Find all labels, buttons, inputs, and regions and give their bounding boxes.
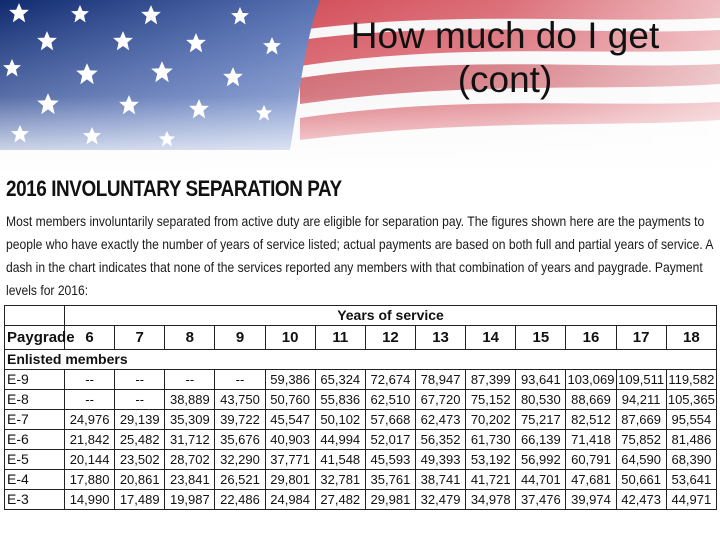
table-row xyxy=(5,490,717,510)
pay-value-cell: 95,554 xyxy=(666,410,716,430)
pay-value-cell: -- xyxy=(165,370,215,390)
pay-value-cell: 78,947 xyxy=(415,370,465,390)
pay-value-cell: 34,978 xyxy=(466,490,516,510)
pay-value-cell: 81,486 xyxy=(666,430,716,450)
pay-value-cell: 29,801 xyxy=(265,470,315,490)
pay-value-cell: 87,669 xyxy=(616,410,666,430)
pay-value-cell: 75,152 xyxy=(466,390,516,410)
pay-value-cell: 39,722 xyxy=(215,410,265,430)
pay-value-cell: 35,761 xyxy=(365,470,415,490)
pay-value-cell: 29,139 xyxy=(115,410,165,430)
pay-value-cell: 23,502 xyxy=(115,450,165,470)
pay-value-cell: 109,511 xyxy=(616,370,666,390)
pay-value-cell: 25,482 xyxy=(115,430,165,450)
slide-title-line-1: How much do I get xyxy=(350,15,660,56)
pay-value-cell: 35,309 xyxy=(165,410,215,430)
document-heading: 2016 INVOLUNTARY SEPARATION PAY xyxy=(6,176,342,201)
paygrade-cell: E-9 xyxy=(5,370,65,390)
pay-value-cell: 44,994 xyxy=(315,430,365,450)
year-header: 7 xyxy=(115,326,165,350)
year-header: 17 xyxy=(616,326,666,350)
pay-value-cell: -- xyxy=(65,390,115,410)
pay-value-cell: 24,984 xyxy=(265,490,315,510)
pay-value-cell: 64,590 xyxy=(616,450,666,470)
pay-value-cell: 19,987 xyxy=(165,490,215,510)
pay-value-cell: 50,102 xyxy=(315,410,365,430)
paygrade-cell: E-7 xyxy=(5,410,65,430)
pay-value-cell: 50,760 xyxy=(265,390,315,410)
pay-value-cell: 59,386 xyxy=(265,370,315,390)
pay-value-cell: 29,981 xyxy=(365,490,415,510)
pay-value-cell: 40,903 xyxy=(265,430,315,450)
year-header: 10 xyxy=(265,326,315,350)
pay-value-cell: 72,674 xyxy=(365,370,415,390)
pay-value-cell: 45,547 xyxy=(265,410,315,430)
pay-value-cell: 38,741 xyxy=(415,470,465,490)
pay-value-cell: 56,992 xyxy=(516,450,566,470)
pay-value-cell: 88,669 xyxy=(566,390,616,410)
pay-value-cell: 41,721 xyxy=(466,470,516,490)
year-header: 9 xyxy=(215,326,265,350)
pay-value-cell: 42,473 xyxy=(616,490,666,510)
pay-value-cell: 103,069 xyxy=(566,370,616,390)
paygrade-cell: E-3 xyxy=(5,490,65,510)
pay-value-cell: 38,889 xyxy=(165,390,215,410)
pay-value-cell: 52,017 xyxy=(365,430,415,450)
year-header: 11 xyxy=(315,326,365,350)
pay-value-cell: 49,393 xyxy=(415,450,465,470)
table-row xyxy=(5,410,717,430)
pay-value-cell: 57,668 xyxy=(365,410,415,430)
table-row xyxy=(5,430,717,450)
section-label-enlisted: Enlisted members xyxy=(5,350,717,370)
year-header: 15 xyxy=(516,326,566,350)
pay-value-cell: 75,852 xyxy=(616,430,666,450)
pay-value-cell: 22,486 xyxy=(215,490,265,510)
year-header: 14 xyxy=(466,326,516,350)
table-row xyxy=(5,390,717,410)
slide-title-line-2: (cont) xyxy=(457,59,553,100)
document-description: Most members involuntarily separated from active duty are eligible for separation pay. The figures shown here are the payments to people who have exactly the number of years of service listed; actual payments are based on both full and partial years of service. A dash in the chart indicates that none of the services reported any members with that combination of years and paygrade. Payment levels for 2016: xyxy=(6,213,713,298)
pay-value-cell: 61,730 xyxy=(466,430,516,450)
pay-value-cell: 37,476 xyxy=(516,490,566,510)
pay-value-cell: 65,324 xyxy=(315,370,365,390)
year-header: 6 xyxy=(65,326,115,350)
pay-value-cell: 94,211 xyxy=(616,390,666,410)
pay-value-cell: 41,548 xyxy=(315,450,365,470)
section-row xyxy=(5,350,717,370)
paygrade-cell: E-5 xyxy=(5,450,65,470)
paygrade-cell: E-8 xyxy=(5,390,65,410)
column-header-row xyxy=(5,326,717,350)
paygrade-header: Paygrade xyxy=(5,326,65,350)
pay-value-cell: 32,290 xyxy=(215,450,265,470)
pay-value-cell: 67,720 xyxy=(415,390,465,410)
pay-value-cell: 17,489 xyxy=(115,490,165,510)
separation-pay-table-container xyxy=(4,305,716,531)
pay-value-cell: 60,791 xyxy=(566,450,616,470)
paygrade-cell: E-4 xyxy=(5,470,65,490)
pay-value-cell: 47,681 xyxy=(566,470,616,490)
blank-header-cell xyxy=(5,306,65,326)
pay-value-cell: 37,771 xyxy=(265,450,315,470)
pay-value-cell: 119,582 xyxy=(666,370,716,390)
pay-value-cell: 20,144 xyxy=(65,450,115,470)
pay-value-cell: 20,861 xyxy=(115,470,165,490)
year-header: 12 xyxy=(365,326,415,350)
pay-value-cell: 53,192 xyxy=(466,450,516,470)
year-header: 13 xyxy=(415,326,465,350)
pay-value-cell: 44,971 xyxy=(666,490,716,510)
pay-value-cell: 32,479 xyxy=(415,490,465,510)
pay-value-cell: 45,593 xyxy=(365,450,415,470)
pay-value-cell: 82,512 xyxy=(566,410,616,430)
pay-value-cell: 27,482 xyxy=(315,490,365,510)
paygrade-cell: E-6 xyxy=(5,430,65,450)
pay-value-cell: -- xyxy=(215,370,265,390)
pay-value-cell: 44,701 xyxy=(516,470,566,490)
pay-value-cell: 66,139 xyxy=(516,430,566,450)
table-row xyxy=(5,470,717,490)
pay-value-cell: 62,510 xyxy=(365,390,415,410)
pay-value-cell: 87,399 xyxy=(466,370,516,390)
pay-value-cell: 39,974 xyxy=(566,490,616,510)
pay-value-cell: 32,781 xyxy=(315,470,365,490)
pay-value-cell: 14,990 xyxy=(65,490,115,510)
pay-value-cell: 17,880 xyxy=(65,470,115,490)
pay-value-cell: 75,217 xyxy=(516,410,566,430)
pay-value-cell: -- xyxy=(65,370,115,390)
pay-value-cell: 71,418 xyxy=(566,430,616,450)
year-header: 18 xyxy=(666,326,716,350)
year-header: 8 xyxy=(165,326,215,350)
pay-value-cell: 62,473 xyxy=(415,410,465,430)
pay-value-cell: 105,365 xyxy=(666,390,716,410)
pay-value-cell: 50,661 xyxy=(616,470,666,490)
pay-value-cell: 24,976 xyxy=(65,410,115,430)
pay-value-cell: 43,750 xyxy=(215,390,265,410)
pay-value-cell: 56,352 xyxy=(415,430,465,450)
pay-value-cell: 21,842 xyxy=(65,430,115,450)
years-of-service-header-row xyxy=(5,306,717,326)
pay-value-cell: 70,202 xyxy=(466,410,516,430)
separation-pay-table xyxy=(4,305,717,510)
pay-value-cell: -- xyxy=(115,390,165,410)
pay-value-cell: 68,390 xyxy=(666,450,716,470)
year-header: 16 xyxy=(566,326,616,350)
pay-value-cell: -- xyxy=(115,370,165,390)
pay-value-cell: 93,641 xyxy=(516,370,566,390)
pay-value-cell: 23,841 xyxy=(165,470,215,490)
pay-value-cell: 35,676 xyxy=(215,430,265,450)
pay-value-cell: 53,641 xyxy=(666,470,716,490)
pay-value-cell: 55,836 xyxy=(315,390,365,410)
pay-value-cell: 28,702 xyxy=(165,450,215,470)
years-of-service-header: Years of service xyxy=(65,306,717,326)
pay-value-cell: 31,712 xyxy=(165,430,215,450)
pay-value-cell: 26,521 xyxy=(215,470,265,490)
pay-value-cell: 80,530 xyxy=(516,390,566,410)
table-row xyxy=(5,370,717,390)
slide-title xyxy=(300,14,710,102)
table-row xyxy=(5,450,717,470)
